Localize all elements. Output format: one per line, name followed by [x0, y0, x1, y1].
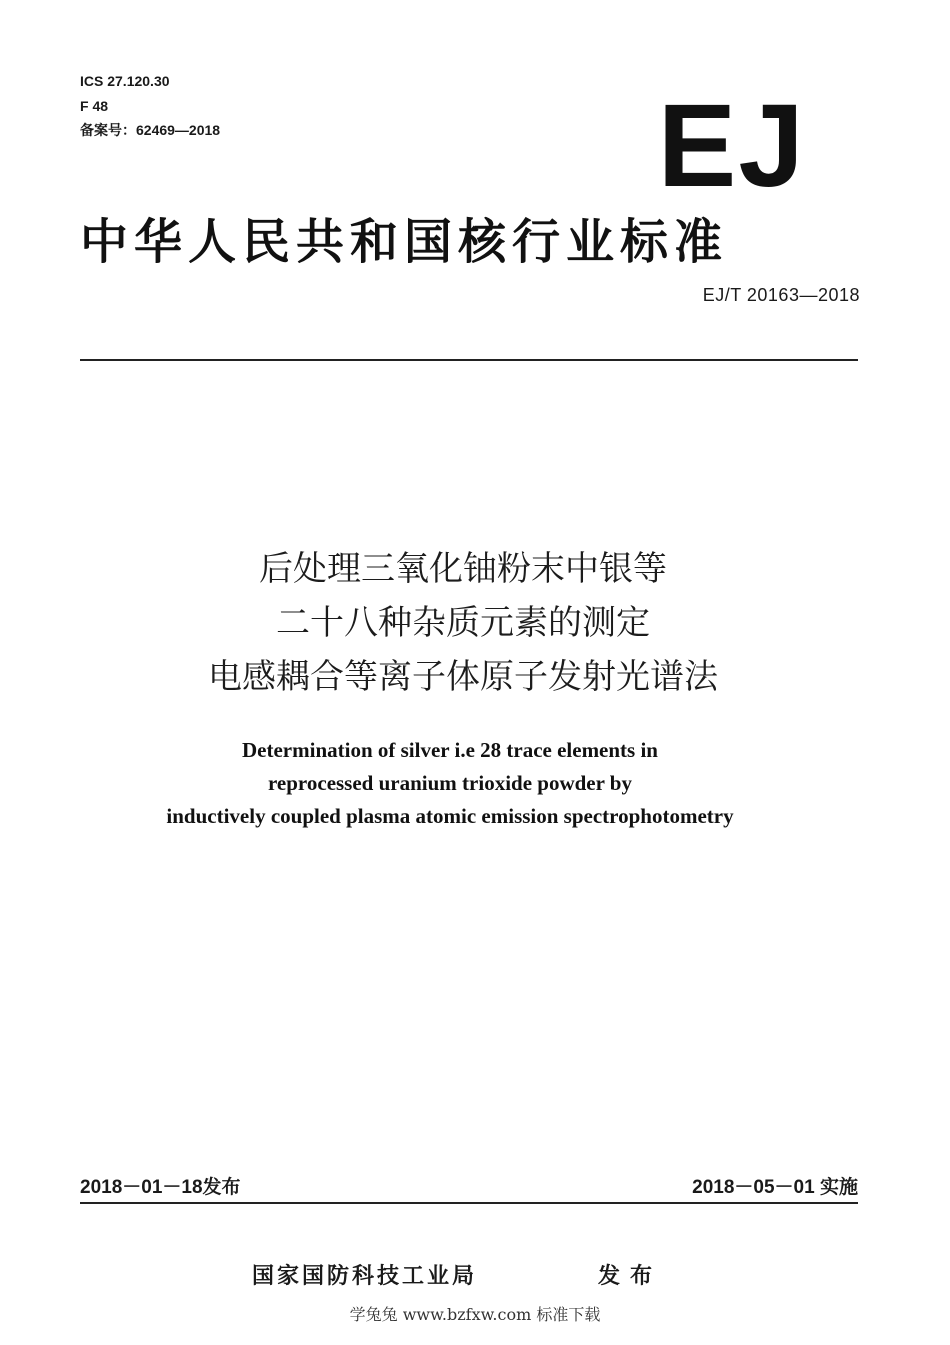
- ics-code: ICS 27.120.30: [80, 73, 170, 89]
- implementation-date-label: 实施: [819, 1176, 858, 1198]
- ej-logo: EJ: [657, 80, 806, 212]
- watermark-text: 学兔兔 www.bzfxw.com 标准下载: [349, 1305, 601, 1324]
- standard-code: EJ/T 20163—2018: [702, 285, 860, 305]
- record-number: 备案号：62469—2018: [80, 122, 221, 138]
- chinese-title-line: 二十八种杂质元素的测定: [276, 603, 650, 643]
- clc-code: F 48: [80, 98, 109, 114]
- implementation-date: [692, 1174, 858, 1201]
- standard-category-title: 中华人民共和国核行业标准: [80, 214, 729, 270]
- bottom-divider: [80, 1202, 858, 1204]
- publish-label: 发布: [598, 1264, 663, 1289]
- chinese-title-line: 电感耦合等离子体原子发射光谱法: [208, 657, 718, 697]
- english-title-line: Determination of silver i.e 28 trace elements in: [242, 738, 658, 762]
- english-title-line: reprocessed uranium trioxide powder by: [267, 771, 632, 795]
- issue-date-label: 发布: [202, 1176, 241, 1198]
- english-title-line: inductively coupled plasma atomic emission spectrophotometry: [166, 804, 734, 828]
- implementation-date-value: 2018－05－01: [692, 1177, 815, 1198]
- publisher-name: 国家国防科技工业局: [252, 1264, 478, 1289]
- chinese-title-line: 后处理三氧化铀粉末中银等: [259, 549, 667, 589]
- issue-date: [80, 1174, 241, 1201]
- top-divider: [80, 359, 858, 361]
- issue-date-value: 2018－01－18: [80, 1177, 203, 1198]
